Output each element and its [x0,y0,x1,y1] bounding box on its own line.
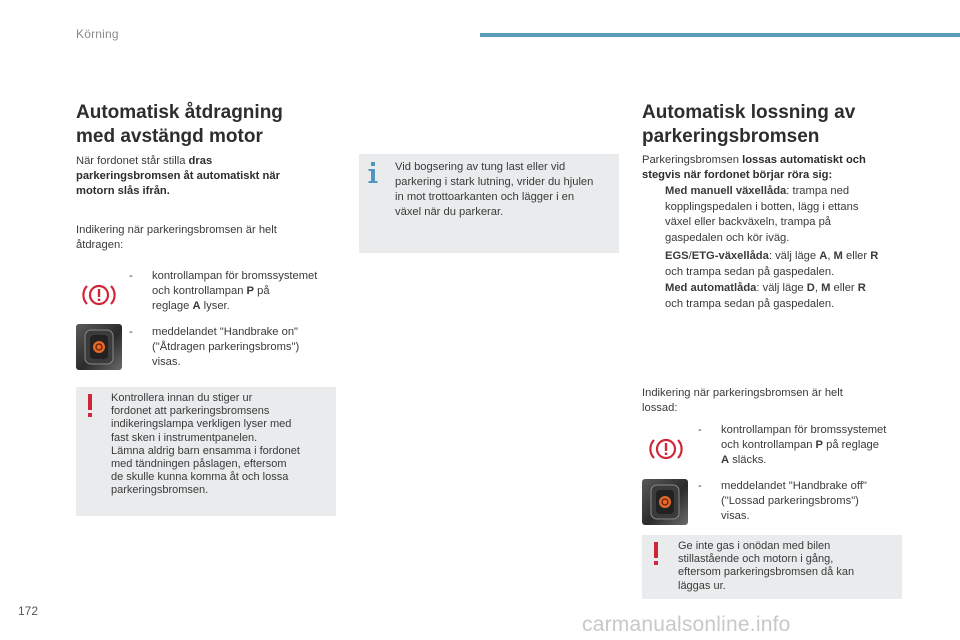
dash: - [129,326,133,338]
brake-warning-lamp-icon [648,435,684,463]
left-title-line1: Automatisk åtdragning [76,102,283,123]
dash: - [129,270,133,282]
bullet-line: och trampa sedan på gaspedalen. [665,265,835,278]
item-line: ("Lossad parkeringsbroms") [721,495,859,507]
item-bold: P [246,285,254,297]
right-indication [642,386,912,416]
item-line: meddelandet "Handbrake on" [152,326,299,338]
page-number: 172 [18,604,39,618]
right-list-item-1 [698,423,908,473]
item-text: reglage [152,300,193,312]
left-intro-text: När fordonet står stilla [76,155,189,167]
item-line: meddelandet "Handbrake off" [721,480,867,492]
item-line: visas. [152,356,181,368]
warning-line: de skulle kunna komma åt och lossa [111,471,289,484]
middle-info-text [395,160,617,220]
left-intro [76,154,336,199]
left-intro-bold-3: motorn slås ifrån. [76,185,170,197]
left-warning-box [76,387,336,516]
info-line: växel när du parkerar. [395,206,504,218]
warning-line: med tändningen påslagen, eftersom [111,458,287,471]
bullet-bold: ETG-växellåda [691,250,769,262]
handbrake-switch-photo [76,324,122,370]
right-intro [642,153,912,183]
bullet-text: , [814,282,822,294]
warning-line: läggas ur. [678,579,726,592]
right-title-line2: parkeringsbromsen [642,126,820,147]
bullet-text: eller [842,250,871,262]
left-title [76,101,283,149]
item-text: lyser. [200,300,230,312]
bullet-bold: Med manuell växellåda [665,185,787,197]
right-warning-text [678,540,898,593]
exclamation-icon [84,393,96,424]
bullet-line: gaspedalen och kör iväg. [665,231,790,244]
bullet-bold: EGS [665,250,689,262]
bullet-bold: R [870,250,879,262]
bullet-text: eller [830,282,858,294]
bullet-line: och trampa sedan på gaspedalen. [665,297,835,310]
middle-info-box [359,154,619,253]
item-line: ("Åtdragen parkeringsbroms") [152,341,300,353]
left-indication-line2: åtdragen: [76,239,124,251]
item-text: och kontrollampan [721,439,816,451]
exclamation-icon [650,541,662,572]
item-text: och kontrollampan [152,285,247,297]
info-line: in mot trottoarkanten och lägger i en [395,191,575,203]
info-line: Vid bogsering av tung last eller vid [395,161,566,173]
right-title-line1: Automatisk lossning av [642,102,856,123]
right-bullet-egs [642,249,912,280]
bullet-bold: M [821,282,831,294]
bullet-bold: M [833,250,843,262]
item-text: släcks. [729,454,767,466]
item-bold: A [721,454,730,466]
item-line: visas. [721,510,750,522]
info-line: parkering i stark lutning, vrider du hjulen [395,176,594,188]
left-warning-text [111,392,331,498]
left-intro-bold-2: parkeringsbromsen åt automatiskt när [76,170,280,182]
right-warning-box [642,535,902,599]
warning-line: eftersom parkeringsbromsen då kan [678,566,855,579]
right-title [642,101,855,149]
left-intro-bold: dras [188,155,213,167]
header-accent-bar [480,33,960,37]
right-indication-line2: lossad: [642,402,678,414]
item-bold: P [815,439,823,451]
right-intro-bold: lossas automatiskt och [742,154,866,166]
left-list-item-2 [129,325,339,375]
left-list-item-1 [129,269,339,319]
left-indication-line1: Indikering när parkeringsbromsen är helt [76,224,277,236]
warning-line: parkeringsbromsen. [111,484,209,497]
bullet-text: , [827,250,834,262]
brake-warning-lamp-icon [81,281,117,309]
bullet-line: kopplingspedalen i botten, lägg i ettans [665,200,859,213]
bullet-text: : välj läge [756,282,807,294]
bullet-bold: A [819,250,828,262]
item-text: på reglage [823,439,879,451]
bullet-bold: Med automatlåda [665,282,757,294]
right-bullet-manual [642,184,912,246]
warning-line: Lämna aldrig barn ensamma i fordonet [111,444,300,457]
warning-line: indikeringslampa verkligen lyser med [111,418,292,431]
bullet-line: växel eller backväxeln, trampa på [665,216,832,228]
bullet-bold: D [806,282,815,294]
warning-line: stillastående och motorn i gång, [678,553,834,566]
right-list-item-2 [698,479,908,529]
watermark: carmanualsonline.info [582,613,791,636]
item-bold: A [192,300,201,312]
right-intro-bold-2: stegvis när fordonet börjar röra sig: [642,169,833,181]
warning-line: Ge inte gas i onödan med bilen [678,540,831,552]
warning-line: fordonet att parkeringsbromsens [111,405,270,418]
dash: - [698,480,702,492]
dash: - [698,424,702,436]
warning-line: fast sken i instrumentpanelen. [111,431,258,444]
section-label: Körning [76,27,119,41]
right-indication-line1: Indikering när parkeringsbromsen är helt [642,387,843,399]
right-intro-text: Parkeringsbromsen [642,154,743,166]
info-icon [367,162,379,189]
right-bullet-automatic [642,281,912,312]
bullet-bold: R [857,282,866,294]
bullet-text: / [688,250,692,262]
bullet-text: : välj läge [768,250,820,262]
bullet-text: : trampa ned [786,185,850,197]
warning-line: Kontrollera innan du stiger ur [111,392,253,404]
left-indication [76,223,336,253]
left-title-line2: med avstängd motor [76,126,263,147]
item-text: på [254,285,270,297]
handbrake-switch-photo [642,479,688,525]
item-line: kontrollampan för bromssystemet [152,270,318,282]
item-line: kontrollampan för bromssystemet [721,424,887,436]
